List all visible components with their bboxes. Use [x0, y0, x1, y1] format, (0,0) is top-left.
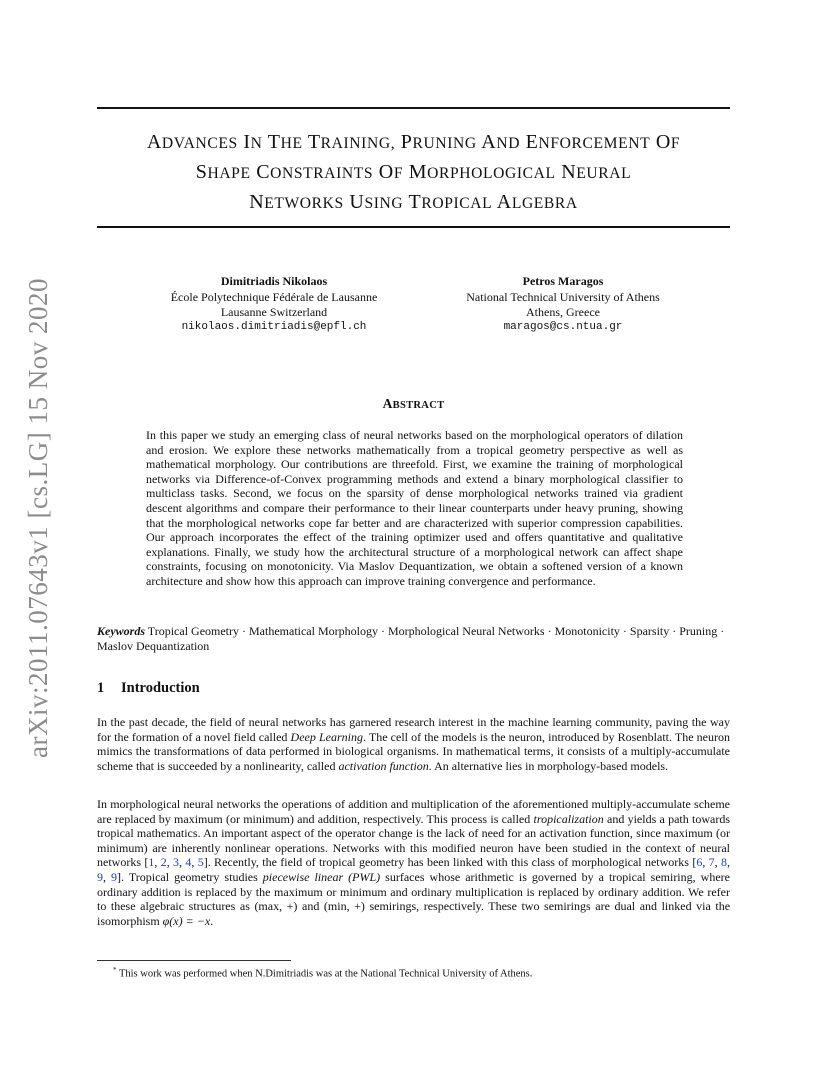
footnote — [113, 964, 532, 981]
abstract-heading — [97, 396, 730, 412]
citation-link[interactable]: 4 — [185, 855, 192, 870]
keywords-label: Keywords — [97, 624, 145, 638]
emphasis: piecewise linear (PWL) — [262, 869, 381, 884]
text-run: ]. Recently, the field of tropical geometry has been linked with this class of morphological networks [ — [203, 855, 697, 870]
text-run: and yields a path towards tropical mathematics. An important aspect of the operator change is the lack of need for an activation function, since maximum (or minimum) are inherently nonlinear operations. Networks with this modified neuron have been studied in the context of neural networks [ — [97, 811, 730, 870]
text-run: . An alternative lies in morphology-based models. — [428, 758, 669, 773]
section-heading — [97, 680, 200, 697]
author-block-2 — [430, 274, 696, 335]
emphasis: tropicalization — [533, 811, 604, 826]
math-expression: φ(x) = −x — [162, 913, 211, 928]
author-affiliation: École Polytechnique Fédérale de Lausanne — [170, 290, 378, 304]
author-email: maragos@cs.ntua.gr — [503, 321, 623, 333]
citation-link[interactable]: 8 — [721, 855, 727, 870]
emphasis: Deep Learning — [290, 729, 363, 744]
text-run: . — [210, 913, 214, 928]
text-run: In the past decade, the field of neural networks has garnered research interest in the machine learning community, paving the way for the formation of a novel field called — [97, 715, 730, 744]
title-line-1: ADVANCES IN THE TRAINING, PRUNING AND ENFORCEMENT OF — [146, 131, 681, 153]
math-expression: (min, +) — [323, 899, 365, 914]
citation-link[interactable]: 3 — [173, 855, 180, 870]
author-location: Athens, Greece — [526, 305, 600, 319]
title-line-3: NETWORKS USING TROPICAL ALGEBRA — [249, 191, 578, 213]
text-run: ]. Tropical geometry studies — [117, 869, 263, 884]
author-affiliation: National Technical University of Athens — [466, 290, 660, 304]
footnote-text: This work was performed when N.Dimitriadis was at the National Technical University of Athens. — [118, 968, 533, 980]
text-run: . The cell of the models is the neuron, introduced by Rosenblatt. The neuron mimics the transformations of data performed in biological organisms. In mathematical terms, it consists of a multiply-accumulate scheme that is succeeded by a nonlinearity, called — [97, 729, 731, 773]
text-run: semirings, respectively. These two semirings are dual and linked via the isomorphism — [97, 899, 731, 928]
intro-paragraph-1 — [97, 715, 730, 773]
citation-link[interactable]: 5 — [197, 855, 204, 870]
author-location: Lausanne Switzerland — [220, 305, 328, 319]
title-line-2: SHAPE CONSTRAINTS OF MORPHOLOGICAL NEURAL — [195, 161, 632, 183]
citation-link[interactable]: 7 — [708, 855, 715, 870]
emphasis: activation function — [338, 758, 429, 773]
keywords — [97, 624, 730, 653]
section-number: 1 — [97, 680, 105, 696]
paper-title — [97, 128, 730, 218]
footnote-rule — [97, 960, 291, 961]
citation-link[interactable]: 2 — [160, 855, 167, 870]
footnote-mark: * — [113, 966, 117, 974]
citation-link[interactable]: 1 — [148, 855, 155, 870]
author-name: Dimitriadis Nikolaos — [220, 274, 328, 288]
abstract-text: In this paper we study an emerging class of neural networks based on the morphological operators of dilation and erosion. We explore these networks mathematically from a tropical geometry perspective as well as mathematical morphology. Our contributions are threefold. First, we examine the training of morphological networks via Difference-of-Convex programming methods and extend a binary morphological classifier to multiclass tasks. Second, we focus on the sparsity of dense morphological networks trained via gradient descent algorithms and compare their performance to their linear counterparts under heavy pruning, showing that the morphological networks cope far better and are characterized with superior compression capabilities. Our approach incorporates the effect of the training optimizer used and offers quantitative and qualitative explanations. Finally, we study how the architectural structure of a morphological network can affect shape constraints, focusing on monotonicity. Via Maslov Dequantization, we obtain a softened version of a known architecture and show how this approach can improve training convergence and performance. — [146, 428, 683, 588]
math-expression: (max, +) — [254, 899, 298, 914]
author-email: nikolaos.dimitriadis@epfl.ch — [181, 321, 367, 333]
citation-link[interactable]: 6 — [696, 855, 703, 870]
author-name: Petros Maragos — [522, 274, 604, 288]
title-bottom-rule — [97, 226, 730, 228]
keywords-list: Tropical Geometry · Mathematical Morphology · Morphological Neural Networks · Monotonicity · Sparsity · Pruning · Maslov Dequantization — [97, 624, 725, 653]
text-run: surfaces whose arithmetic is governed by a tropical semiring, where ordinary addition is replaced by the maximum or minimum and ordinary multiplication is replaced by ordinary addition. We refer to these algebraic structures as — [97, 869, 730, 914]
author-block-1 — [140, 274, 408, 335]
citation-link[interactable]: 9 — [111, 869, 118, 884]
citation-link[interactable]: 9 — [97, 869, 103, 884]
abstract-heading-text: ABSTRACT — [382, 396, 445, 411]
intro-paragraph-2: In morphological neural networks the operations of addition and multiplication of the aforementioned multiply-accumulate scheme are replaced by maximum (or minimum) and addition, respectively. This process is called tropicalization and yields a path towards tropical mathematics. An important aspect of the operator change is the lack of need for an activation function, since maximum (or minimum) are inherently nonlinear operations. Networks with this modified neuron have been studied in the context of neural networks [1, 2, 3, 4, 5]. Recently, the field of tropical geometry has been linked with this class of morphological networks [6, 7, 8, 9, 9]. Tropical geometry studies piecewise linear (PWL) surfaces whose arithmetic is governed by a tropical semiring, where ordinary addition is replaced by the maximum or minimum and ordinary multiplication is replaced by ordinary addition. We refer to these algebraic structures as (max, +) and (min, +) semirings, respectively. These two semirings are dual and linked via the isomorphism φ(x) = −x. — [97, 797, 731, 928]
text-run: In morphological neural networks the operations of addition and multiplication of the aforementioned multiply-accumulate scheme are replaced by maximum (or minimum) and addition, respectively. This process is called — [97, 797, 730, 826]
section-title: Introduction — [121, 680, 200, 696]
arxiv-identifier: arXiv:2011.07643v1 [cs.LG] 15 Nov 2020 — [23, 278, 53, 758]
text-run: and — [297, 899, 324, 914]
title-top-rule — [97, 107, 730, 109]
